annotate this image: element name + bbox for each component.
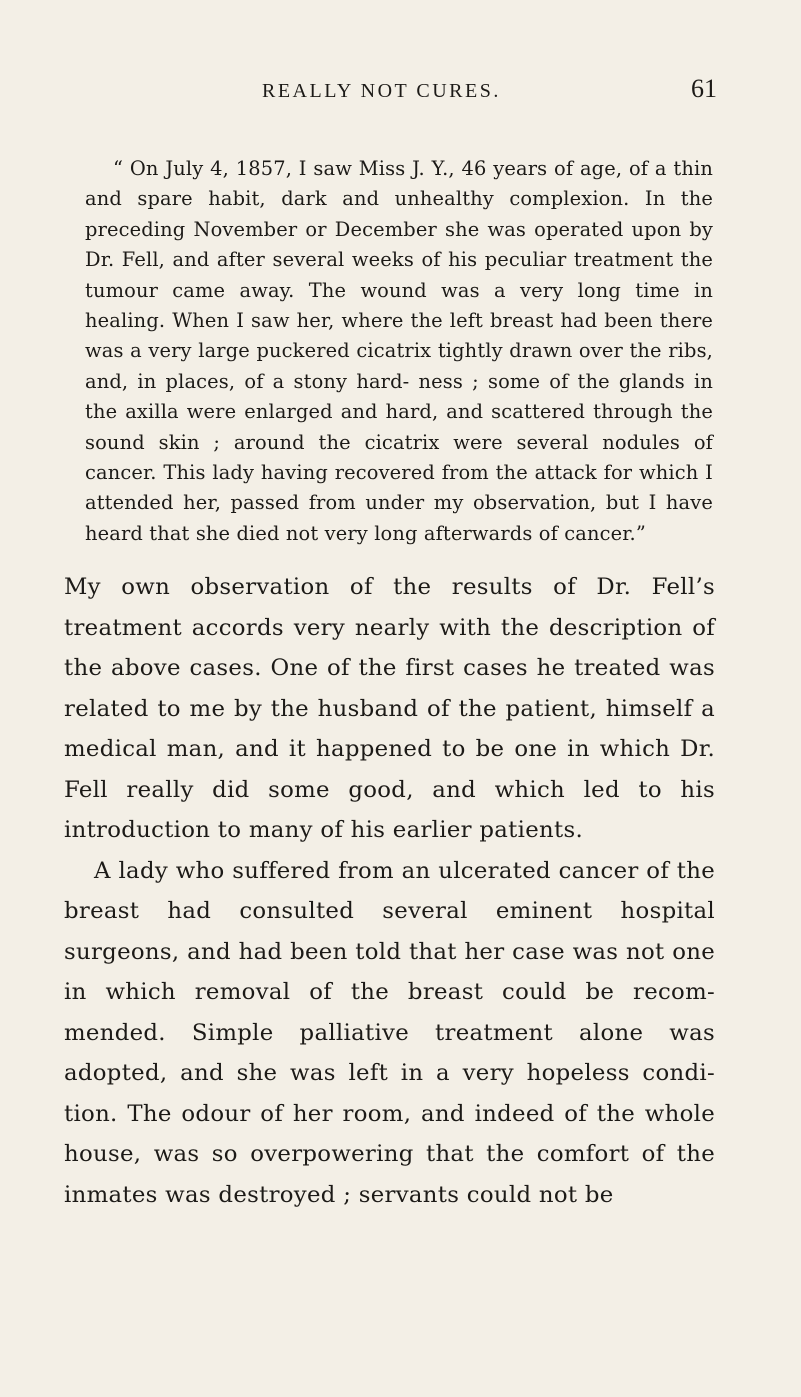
page-number: 61: [691, 74, 717, 103]
running-head: REALLY NOT CURES.: [262, 80, 501, 102]
body-paragraph-1: My own observation of the results of Dr. Fell’s treatment accords very nearly with the description of the above cases. One of the first cases he treated was related to me by the husband of the patient, himself a medical man, and it happened to be one in which Dr. Fell really did some good, and which led to his introduction to many of his earlier patients.: [64, 574, 715, 843]
quoted-case-paragraph: “ On July 4, 1857, I saw Miss J. Y., 46 years of age, of a thin and spare habit, dark and unhealthy complexion. In the preceding November or December she was operated upon by Dr. Fell, and after several weeks of his peculiar treatment the tumour came away. The wound was a very long time in healing. When I saw her, where the left breast had been there was a very large puckered cicatrix tightly drawn over the ribs, and, in places, of a stony hard- ness ; some of the glands in the axilla were enlarged and hard, and scattered through the sound skin ; around the cicatrix were several nodules of cancer. This lady having recovered from the attack for which I attended her, passed from under my observation, but I have heard that she died not very long afterwards of cancer.”: [85, 157, 713, 545]
body-text: [64, 567, 715, 1215]
body-paragraph-2: A lady who suffered from an ulcerated cancer of the breast had consulted several eminent hospital surgeons, and had been told that her case was not one in which removal of the breast could be recom- mended. Simple palliative treatment alone was adopted, and she was left in a very hopeless condi- tion. The odour of her room, and indeed of the whole house, was so overpowering that the comfort of the inmates was destroyed ; servants could not be: [64, 857, 715, 1208]
